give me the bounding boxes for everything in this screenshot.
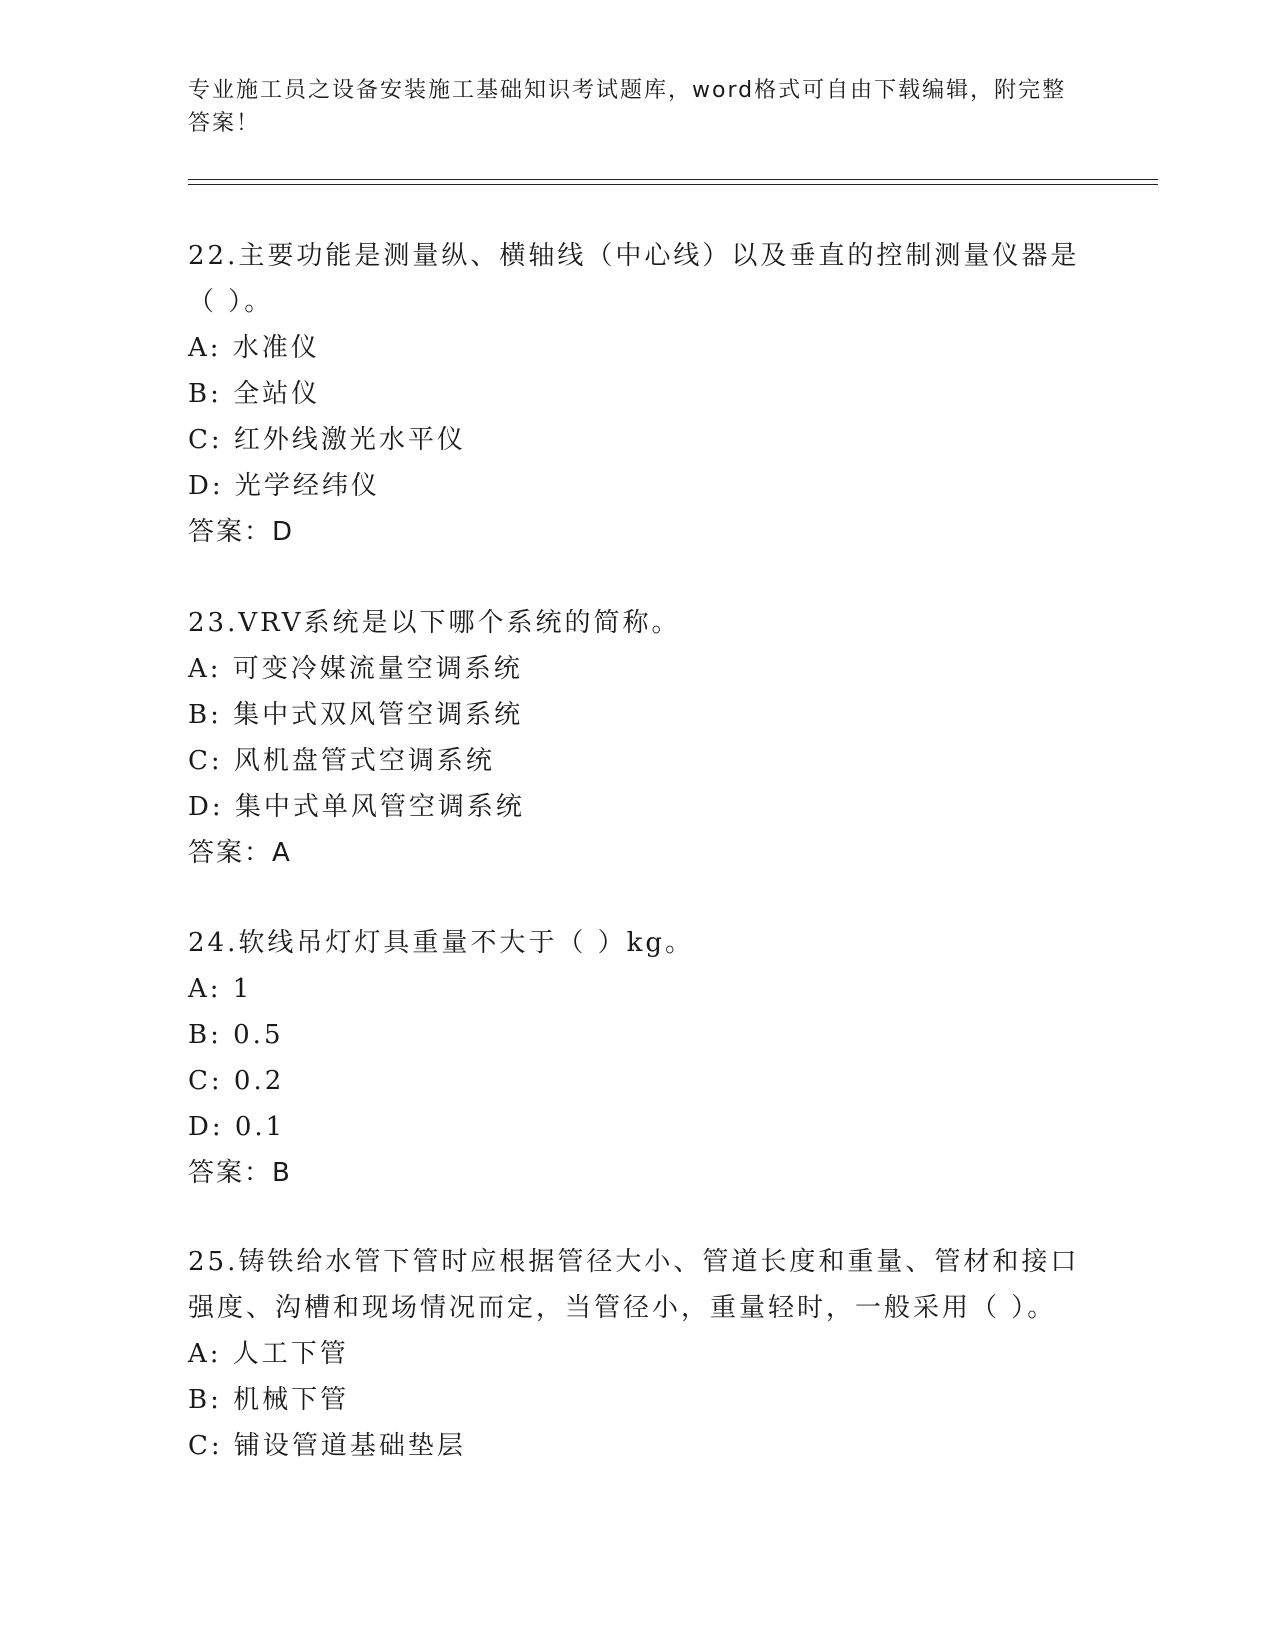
header-divider-bottom [188,184,1158,185]
option-a: A: 人工下管 [188,1339,349,1369]
option-b: B: 机械下管 [188,1385,350,1415]
option-a: A: 可变冷媒流量空调系统 [188,654,523,684]
answer: 答案：D [188,517,295,547]
question-stem: 22.主要功能是测量纵、横轴线（中心线）以及垂直的控制测量仪器是（ ）。 [188,241,1080,317]
question-stem: 25.铸铁给水管下管时应根据管径大小、管道长度和重量、管材和接口强度、沟槽和现场情况而定，当管径小，重量轻时，一般采用（ ）。 [188,1247,1080,1323]
option-c: C: 红外线激光水平仪 [188,425,466,455]
option-d: D: 0.1 [188,1112,286,1142]
question-25 [188,1239,1088,1469]
option-a: A: 1 [188,974,253,1004]
answer: 答案：A [188,838,292,868]
question-23 [188,600,1088,876]
answer: 答案：B [188,1158,292,1188]
option-d: D: 光学经纬仪 [188,471,380,501]
option-c: C: 铺设管道基础垫层 [188,1431,466,1461]
question-stem: 24.软线吊灯灯具重量不大于（ ）kg。 [188,928,695,958]
option-b: B: 0.5 [188,1020,284,1050]
option-c: C: 0.2 [188,1066,285,1096]
header-divider-top [188,179,1158,180]
option-a: A: 水准仪 [188,333,320,363]
option-c: C: 风机盘管式空调系统 [188,746,495,776]
question-22 [188,233,1088,555]
document-header: 专业施工员之设备安装施工基础知识考试题库，word格式可自由下载编辑，附完整答案！ [188,78,1067,136]
option-b: B: 集中式双风管空调系统 [188,700,524,730]
option-b: B: 全站仪 [188,379,321,409]
question-24 [188,920,1088,1196]
question-stem: 23.VRV系统是以下哪个系统的简称。 [188,608,681,638]
option-d: D: 集中式单风管空调系统 [188,792,525,822]
